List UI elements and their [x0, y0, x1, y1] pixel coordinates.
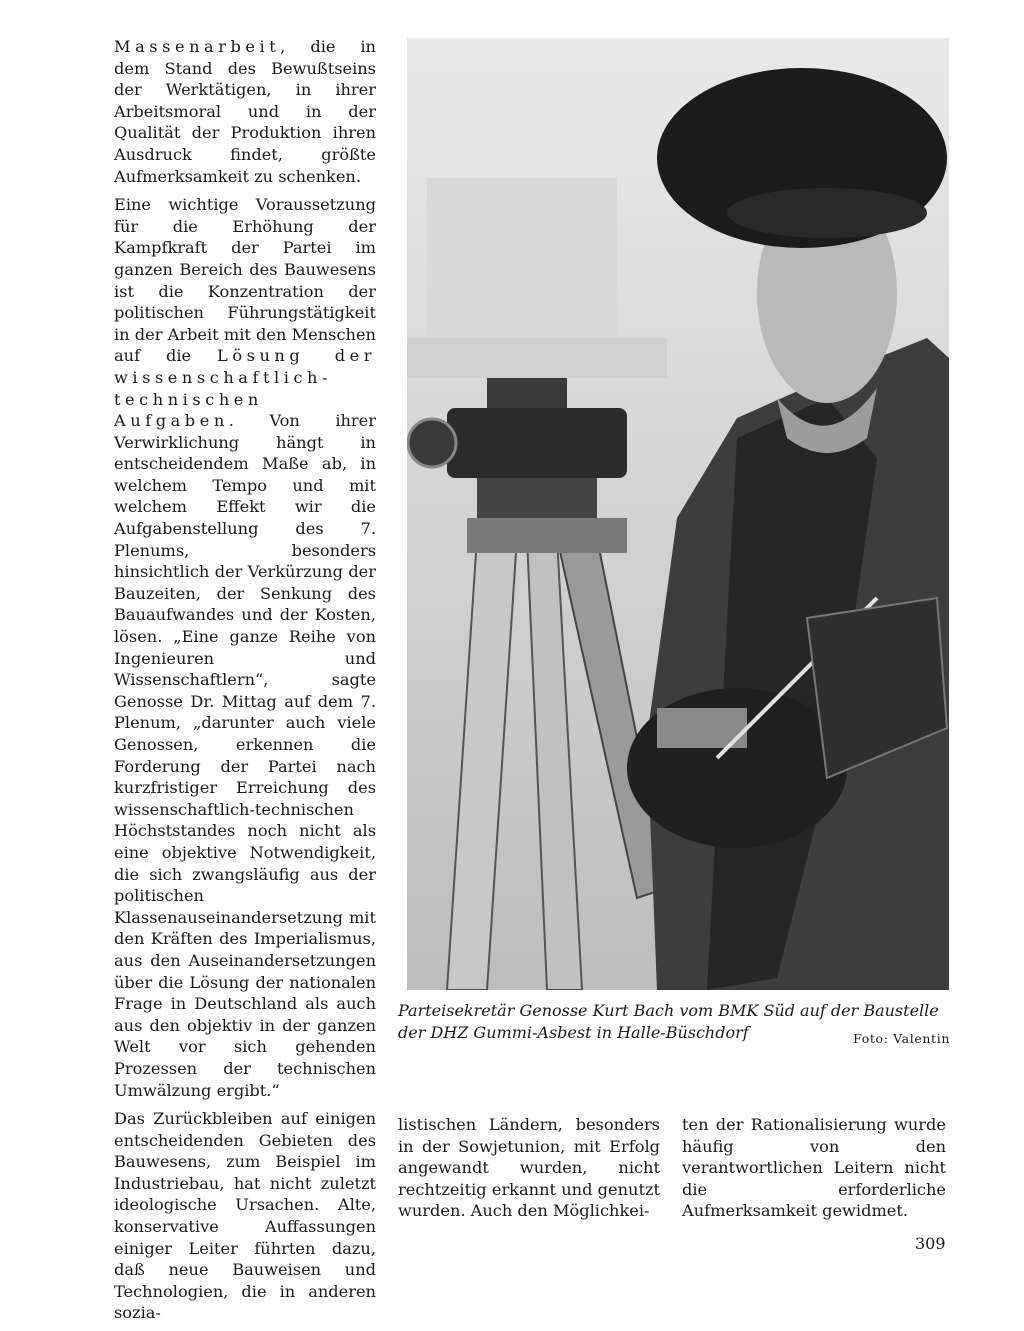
emphasis-massenarbeit: Massenarbeit	[114, 37, 281, 56]
paragraph-1	[114, 36, 376, 187]
paragraph-2-text-a: Eine wichtige Voraussetzung für die Erhöhung der Kampfkraft der Partei im ganzen Bereich des Bauwesens ist die Konzentration der politischen Führungstätigkeit in der Arbeit mit den Menschen auf die	[114, 195, 376, 366]
paragraph-2	[114, 194, 376, 1101]
paragraph-1-text: , die in dem Stand des Bewußtseins der Werktätigen, in ihrer Arbeitsmoral und in der Qualität der Produktion ihren Ausdruck findet, größte Aufmerksamkeit zu schenken.	[114, 37, 376, 186]
paragraph-2-text-b: . Von ihrer Verwirklichung hängt in entscheidendem Maße ab, in welchem Tempo und mit welchem Effekt wir die Aufgabenstellung des 7. Plenums, besonders hinsichtlich der Verkürzung der Bauzeiten, der Senkung des Bauaufwandes und der Kosten, lösen. „Eine ganze Reihe von Ingenieuren und Wissenschaftlern“, sagte Genosse Dr. Mittag auf dem 7. Plenum, „darunter auch viele Genossen, erkennen die Forderung der Partei nach kurzfristiger Erreichung des wissenschaftlich-technischen Höchststandes noch nicht als eine objektive Notwendigkeit, die sich zwangsläufig aus der politischen Klassenauseinandersetzung mit den Kräften des Imperialismus, aus den Auseinandersetzungen über die Lösung der nationalen Frage in Deutschland als auch aus den objektiv in der ganzen Welt vor sich gehenden Prozessen der technischen Umwälzung ergibt.“	[114, 411, 376, 1100]
right-paragraph: ten der Rationalisierung wurde häufig von den verantwortlichen Leitern nicht die erforderliche Aufmerksamkeit gewidmet.	[682, 1115, 946, 1221]
caption-text: Parteisekretär Genosse Kurt Bach vom BMK Süd auf der Baustelle der DHZ Gummi-Asbest in Halle-Büschdorf	[398, 1001, 939, 1042]
middle-text-column	[398, 1114, 660, 1229]
photo-surveyor	[407, 38, 949, 990]
photo-credit: Foto: Valentin	[853, 1031, 950, 1046]
right-text-column	[682, 1114, 946, 1229]
left-text-column	[114, 36, 376, 1331]
emphasis-loesung: Lösung der wissenschaftlich-technischen Aufgaben	[114, 346, 377, 431]
middle-paragraph: listischen Ländern, besonders in der Sowjetunion, mit Erfolg angewandt wurden, nicht rechtzeitig erkannt und genutzt wurden. Auch den Möglichkei-	[398, 1115, 660, 1221]
photo-caption	[398, 1000, 950, 1050]
paragraph-3: Das Zurückbleiben auf einigen entscheidenden Gebieten des Bauwesens, zum Beispiel im Industriebau, hat nicht zuletzt ideologische Ursachen. Alte, konservative Auffassungen einiger Leiter führten dazu, daß neue Bauweisen und Technologien, die in anderen sozia-	[114, 1109, 376, 1323]
page-number: 309	[915, 1234, 946, 1253]
